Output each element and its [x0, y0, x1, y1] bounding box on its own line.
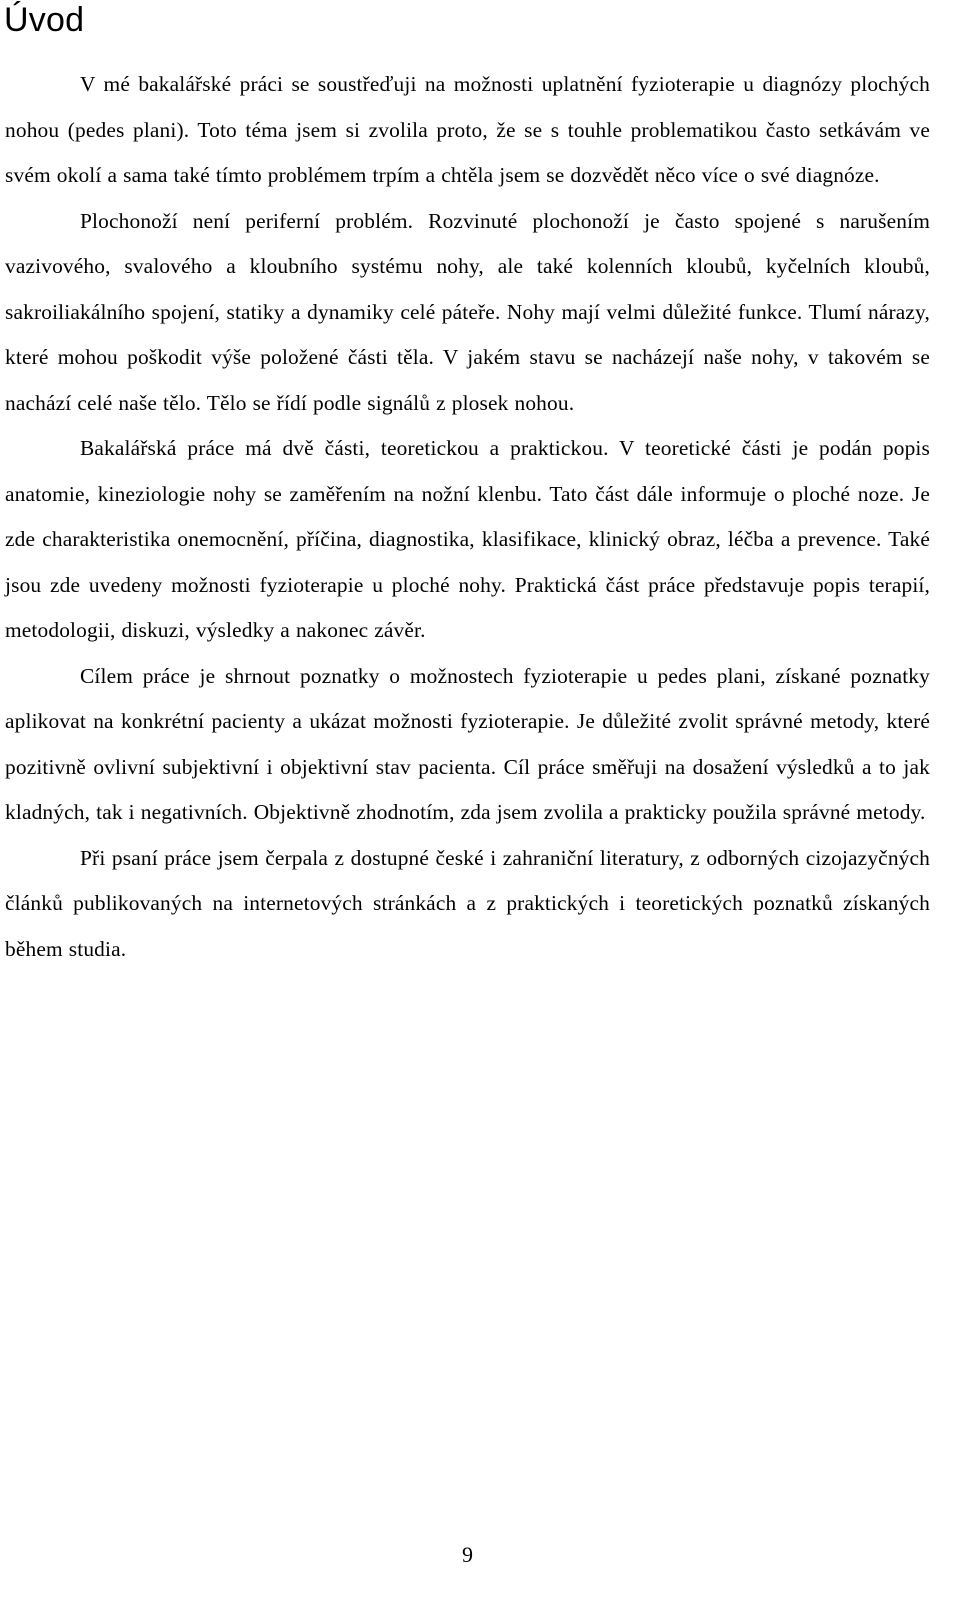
body-text: [5, 62, 930, 972]
paragraph-thesis-goal: Cílem práce je shrnout poznatky o možnostech fyzioterapie u pedes plani, získané poznatky aplikovat na konkrétní pacienty a ukázat možnosti fyzioterapie. Je důležité zvolit správné metody, které pozitivně ovlivní subjektivní i objektivní stav pacienta. Cíl práce směřuji na dosažení výsledků a to jak kladných, tak i negativních. Objektivně zhodnotím, zda jsem zvolila a prakticky použila správné metody.: [5, 663, 930, 824]
page-number: 9: [462, 1542, 473, 1567]
paragraph-flatfoot-problem: Plochonoží není periferní problém. Rozvinuté plochonoží je často spojené s narušením vazivového, svalového a kloubního systému nohy, ale také kolenních kloubů, kyčelních kloubů, sakroiliakálního spojení, statiky a dynamiky celé páteře. Nohy mají velmi důležité funkce. Tlumí nárazy, které mohou poškodit výše položené části těla. V jakém stavu se nacházejí naše nohy, v takovém se nachází celé naše tělo. Tělo se řídí podle signálů z plosek nohou.: [5, 208, 930, 415]
paragraph-thesis-structure: Bakalářská práce má dvě části, teoretickou a praktickou. V teoretické části je podán popis anatomie, kineziologie nohy se zaměřením na nožní klenbu. Tato část dále informuje o ploché noze. Je zde charakteristika onemocnění, příčina, diagnostika, klasifikace, klinický obraz, léčba a prevence. Také jsou zde uvedeny možnosti fyzioterapie u ploché nohy. Praktická část práce představuje popis terapií, metodologii, diskuzi, výsledky a nakonec závěr.: [5, 436, 930, 642]
paragraph-intro: V mé bakalářské práci se soustřeďuji na možnosti uplatnění fyzioterapie u diagnózy plochých nohou (pedes plani). Toto téma jsem si zvolila proto, že se s touhle problematikou často setkávám ve svém okolí a sama také tímto problémem trpím a chtěla jsem se dozvědět něco více o své diagnóze.: [5, 72, 930, 187]
page-title: Úvod: [4, 1, 85, 39]
paragraph-sources: Při psaní práce jsem čerpala z dostupné české i zahraniční literatury, z odborných cizojazyčných článků publikovaných na internetových stránkách a z praktických i teoretických poznatků získaných během studia.: [5, 845, 930, 961]
